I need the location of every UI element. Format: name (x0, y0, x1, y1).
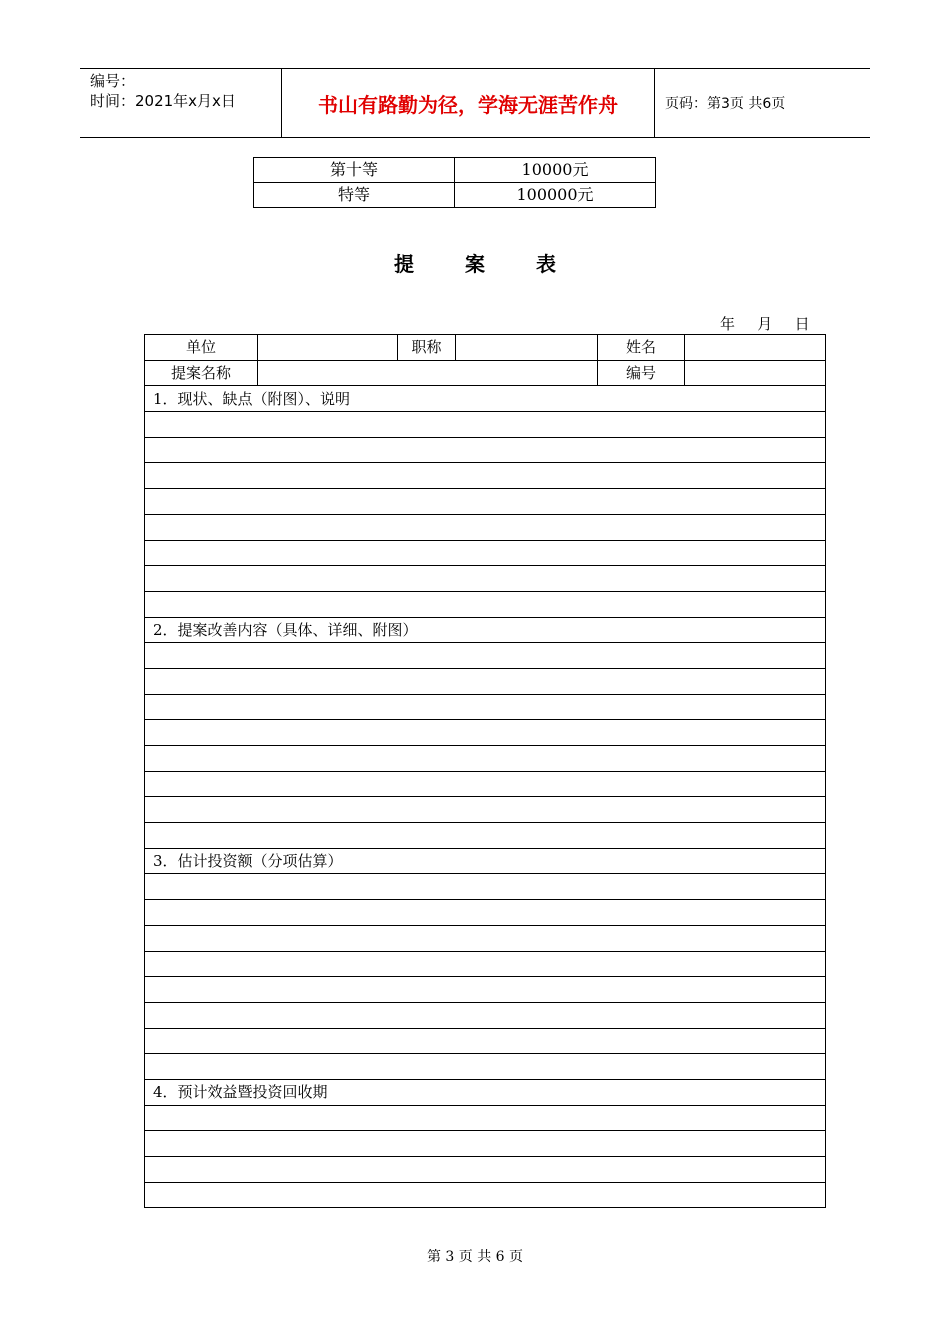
section-1-line[interactable] (145, 566, 826, 592)
section-3-line[interactable] (145, 1028, 826, 1054)
job-title-label: 职称 (398, 335, 456, 361)
section-2-line[interactable] (145, 771, 826, 797)
unit-label: 单位 (145, 335, 258, 361)
unit-field[interactable] (258, 335, 398, 361)
section-1-line[interactable] (145, 412, 826, 438)
prize-level: 特等 (254, 183, 455, 208)
section-1-line[interactable] (145, 540, 826, 566)
section-1-heading: 1．现状、缺点（附图）、说明 (145, 386, 826, 412)
header-page-info: 页码：第3页 共6页 (665, 96, 786, 112)
prize-amount: 100000元 (455, 183, 656, 208)
section-2-line[interactable] (145, 694, 826, 720)
page-header (80, 68, 870, 138)
section-3-line[interactable] (145, 977, 826, 1003)
section-3-line[interactable] (145, 951, 826, 977)
header-meta (80, 69, 282, 137)
section-3-line[interactable] (145, 1002, 826, 1028)
number-field[interactable] (685, 360, 826, 386)
proposal-name-label: 提案名称 (145, 360, 258, 386)
section-3-line[interactable] (145, 925, 826, 951)
number-label: 编号 (598, 360, 685, 386)
form-row-unit (145, 335, 826, 361)
section-4-line[interactable] (145, 1157, 826, 1183)
time-label: 时间：2021年x月x日 (90, 92, 236, 110)
name-field[interactable] (685, 335, 826, 361)
proposal-name-field[interactable] (258, 360, 598, 386)
section-1-line[interactable] (145, 591, 826, 617)
form-title: 提 案 表 (394, 252, 578, 276)
section-2-heading: 2．提案改善内容（具体、详细、附图） (145, 617, 826, 643)
table-row (254, 158, 656, 183)
form-row-proposal-name (145, 360, 826, 386)
section-4-line[interactable] (145, 1131, 826, 1157)
section-3-line[interactable] (145, 1054, 826, 1080)
section-3-line[interactable] (145, 900, 826, 926)
prize-table (253, 157, 656, 208)
section-2-line[interactable] (145, 823, 826, 849)
section-2-line[interactable] (145, 746, 826, 772)
header-motto: 书山有路勤为径，学海无涯苦作舟 (282, 69, 655, 137)
number-label: 编号： (90, 72, 136, 90)
form-date-line: 年 月 日 (720, 315, 812, 333)
section-1-line[interactable] (145, 514, 826, 540)
prize-level: 第十等 (254, 158, 455, 183)
section-1-line[interactable] (145, 489, 826, 515)
prize-amount: 10000元 (455, 158, 656, 183)
section-3-heading: 3．估计投资额（分项估算） (145, 848, 826, 874)
section-2-line[interactable] (145, 668, 826, 694)
table-row (254, 183, 656, 208)
section-2-line[interactable] (145, 643, 826, 669)
job-title-field[interactable] (456, 335, 598, 361)
proposal-form (144, 334, 826, 1208)
section-1-line[interactable] (145, 463, 826, 489)
section-2-line[interactable] (145, 720, 826, 746)
section-4-line[interactable] (145, 1105, 826, 1131)
section-2-line[interactable] (145, 797, 826, 823)
section-3-line[interactable] (145, 874, 826, 900)
section-4-heading: 4．预计效益暨投资回收期 (145, 1079, 826, 1105)
section-1-line[interactable] (145, 437, 826, 463)
page-footer: 第 3 页 共 6 页 (426, 1249, 524, 1265)
name-label: 姓名 (598, 335, 685, 361)
section-4-line[interactable] (145, 1182, 826, 1208)
